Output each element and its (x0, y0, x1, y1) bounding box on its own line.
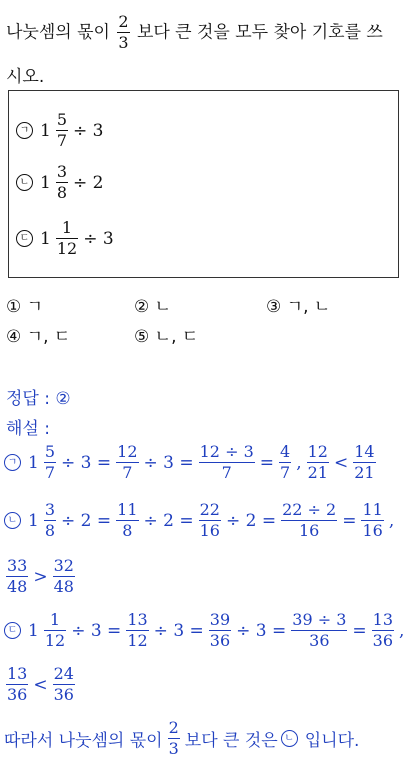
mark-circle-c: ㄷ (4, 622, 21, 639)
question-text: 나눗셈의 몫이 (6, 22, 110, 43)
mark-circle-b: ㄴ (16, 174, 33, 191)
choice-3[interactable]: ③ ㄱ, ㄴ (266, 297, 331, 317)
solution-line-b: ㄴ 1 $\frac{3}{8}$ ÷ 2 = $\frac{11}{8}$ ÷ 2 = $\frac{22}{16}$ ÷ 2 = $\frac{22 \div 2}{16}$ = $\frac{11}{16}$ , (4, 502, 394, 539)
choice-4[interactable]: ④ ㄱ, ㄷ (6, 327, 71, 347)
explanation-label: 해설 : (6, 419, 50, 439)
item-b: ㄴ 1 $\frac{3}{8}$ ÷ 2 (16, 164, 103, 201)
mark-circle-b: ㄴ (281, 730, 298, 747)
choice-5[interactable]: ⑤ ㄴ, ㄷ (134, 327, 199, 347)
solution-compare-b: $\frac{33}{48}$ > $\frac{32}{48}$ (7, 556, 74, 596)
question-line-1 (6, 14, 383, 51)
solution-line-c: ㄷ 1 $\frac{1}{12}$ ÷ 3 = $\frac{13}{12}$ ÷ 3 = $\frac{39}{36}$ ÷ 3 = $\frac{39 \div 3}{36}$ = $\frac{13}{36}$ , (4, 612, 404, 649)
answer: 정답 : ② (6, 389, 71, 409)
item-c: ㄷ 1 $\frac{1}{12}$ ÷ 3 (16, 220, 114, 257)
item-a: ㄱ 1 $\frac{5}{7}$ ÷ 3 (16, 112, 103, 149)
solution-line-a: ㄱ 1 $\frac{5}{7}$ ÷ 3 = $\frac{12}{7}$ ÷ 3 = $\frac{12 \div 3}{7}$ = $\frac{4}{7}$ , $\frac{12}{21}$ < $\frac{14}{21}$ (4, 444, 378, 481)
mark-circle-a: ㄱ (4, 454, 21, 471)
solution-compare-c: $\frac{13}{36}$ < $\frac{24}{36}$ (7, 664, 74, 704)
fraction: $\frac{2}{3}$ (118, 12, 129, 52)
conclusion: 따라서 나눗셈의 몫이 $\frac{2}{3}$ 보다 큰 것은 ㄴ 입니다. (4, 718, 360, 758)
choice-2[interactable]: ② ㄴ (134, 297, 172, 317)
mark-circle-c: ㄷ (16, 230, 33, 247)
question-text: 보다 큰 것을 모두 찾아 기호를 쓰 (136, 22, 383, 43)
question-line-2: 시오. (6, 67, 45, 87)
mark-circle-b: ㄴ (4, 512, 21, 529)
mark-circle-a: ㄱ (16, 122, 33, 139)
choice-1[interactable]: ① ㄱ (6, 297, 44, 317)
